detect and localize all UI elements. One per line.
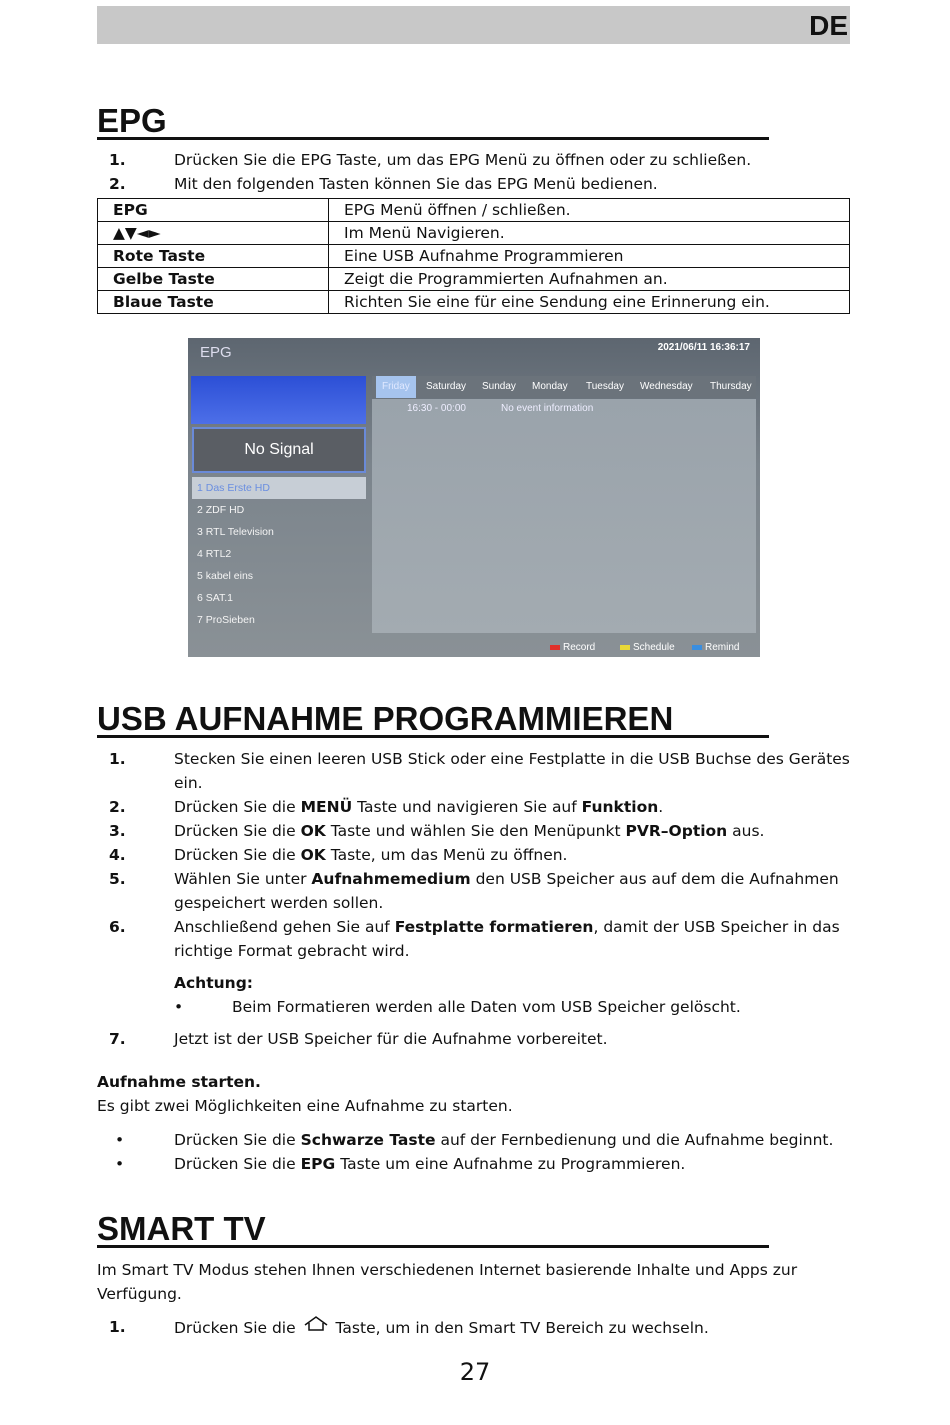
list-item: 2. Mit den folgenden Tasten können Sie das EPG Menü bedienen. bbox=[109, 175, 658, 193]
day-tab: Thursday bbox=[710, 381, 752, 392]
epg-key-table bbox=[97, 198, 850, 314]
list-item: 6. Anschließend gehen Sie auf Festplatte formatieren, damit der USB Speicher in das richtige Format gebracht wird. bbox=[109, 918, 840, 960]
list-item: 1. Drücken Sie die EPG Taste, um das EPG Menü zu öffnen oder zu schließen. bbox=[109, 151, 752, 169]
day-tab: Friday bbox=[376, 376, 416, 398]
record-start-block bbox=[97, 1070, 857, 1176]
smart-tv-intro: Im Smart TV Modus stehen Ihnen verschiedenen Internet basierende Inhalte und Apps zur Verfügung. bbox=[97, 1261, 798, 1303]
channel-item: 3 RTL Television bbox=[197, 526, 274, 538]
page-number: 27 bbox=[459, 1358, 491, 1386]
day-tab: Monday bbox=[532, 381, 568, 392]
list-item: 1. Stecken Sie einen leeren USB Stick oder eine Festplatte in die USB Buchse des Gerätes ein. bbox=[109, 750, 850, 792]
tv-clock: 2021/06/11 16:36:17 bbox=[657, 342, 750, 353]
channel-item: 7 ProSieben bbox=[197, 614, 255, 626]
usb-heading: USB AUFNAHME PROGRAMMIEREN bbox=[97, 702, 769, 738]
table-row: EPG EPG Menü öffnen / schließen. bbox=[98, 199, 850, 222]
channel-item: 5 kabel eins bbox=[197, 570, 254, 582]
tv-preview bbox=[191, 376, 366, 424]
list-item: • Drücken Sie die Schwarze Taste auf der Fernbedienung und die Aufnahme beginnt. bbox=[97, 1128, 857, 1152]
no-signal-box: No Signal bbox=[192, 427, 366, 473]
channel-item: 6 SAT.1 bbox=[197, 592, 233, 604]
day-tab: Saturday bbox=[426, 381, 467, 392]
list-item: 5. Wählen Sie unter Aufnahmemedium den USB Speicher aus auf dem die Aufnahmen gespeichert werden sollen. bbox=[109, 870, 839, 912]
language-label: DE bbox=[809, 10, 848, 41]
smart-tv-heading: SMART TV bbox=[97, 1212, 769, 1248]
legend-record: Record bbox=[550, 642, 595, 653]
attention-block: Achtung: bbox=[174, 974, 253, 992]
epg-grid bbox=[372, 399, 756, 633]
attention-bullet: • Beim Formatieren werden alle Daten vom USB Speicher gelöscht. bbox=[97, 995, 857, 1019]
header-bar bbox=[97, 6, 850, 44]
channel-item: 2 ZDF HD bbox=[197, 504, 245, 516]
record-start-title: Aufnahme starten. bbox=[97, 1073, 261, 1091]
day-tab: Sunday bbox=[482, 381, 516, 392]
home-icon bbox=[303, 1315, 329, 1335]
yellow-key-icon bbox=[620, 645, 630, 650]
list-item: • Drücken Sie die EPG Taste um eine Aufnahme zu Programmieren. bbox=[97, 1152, 857, 1176]
table-row: ▲▼◄► Im Menü Navigieren. bbox=[98, 222, 850, 245]
channel-list bbox=[192, 477, 366, 631]
day-tab: Tuesday bbox=[586, 381, 624, 392]
table-row: Blaue Taste Richten Sie eine für eine Sendung eine Erinnerung ein. bbox=[98, 291, 850, 314]
smart-tv-steps bbox=[97, 1315, 857, 1340]
bullet-icon: • bbox=[115, 1131, 125, 1149]
channel-item: 4 RTL2 bbox=[197, 548, 232, 560]
epg-screenshot bbox=[188, 338, 760, 657]
red-key-icon bbox=[550, 645, 560, 650]
list-item: 1. Drücken Sie die Taste, um in den Smart TV Bereich zu wechseln. bbox=[97, 1315, 857, 1340]
blue-key-icon bbox=[692, 645, 702, 650]
epg-steps bbox=[97, 148, 857, 196]
usb-steps bbox=[97, 747, 857, 1051]
tv-epg-title: EPG bbox=[200, 344, 232, 361]
channel-item: 1 Das Erste HD bbox=[192, 477, 366, 499]
legend-remind: Remind bbox=[692, 642, 739, 653]
slot-time: 16:30 - 00:00 bbox=[407, 403, 466, 414]
bullet-icon: • bbox=[174, 998, 184, 1016]
legend-schedule: Schedule bbox=[620, 642, 675, 653]
slot-info: No event information bbox=[501, 403, 594, 414]
list-item: 4. Drücken Sie die OK Taste, um das Menü zu öffnen. bbox=[109, 846, 568, 864]
list-item: 2. Drücken Sie die MENÜ Taste und navigieren Sie auf Funktion. bbox=[109, 798, 664, 816]
day-tabs bbox=[372, 376, 756, 398]
list-item: 7. Jetzt ist der USB Speicher für die Aufnahme vorbereitet. bbox=[109, 1030, 608, 1048]
list-item: 3. Drücken Sie die OK Taste und wählen Sie den Menüpunkt PVR–Option aus. bbox=[109, 822, 765, 840]
epg-heading: EPG bbox=[97, 104, 769, 140]
table-row: Gelbe Taste Zeigt die Programmierten Aufnahmen an. bbox=[98, 268, 850, 291]
record-start-text: Es gibt zwei Möglichkeiten eine Aufnahme zu starten. bbox=[97, 1097, 513, 1115]
bullet-icon: • bbox=[115, 1155, 125, 1173]
table-row: Rote Taste Eine USB Aufnahme Programmieren bbox=[98, 245, 850, 268]
day-tab: Wednesday bbox=[640, 381, 693, 392]
